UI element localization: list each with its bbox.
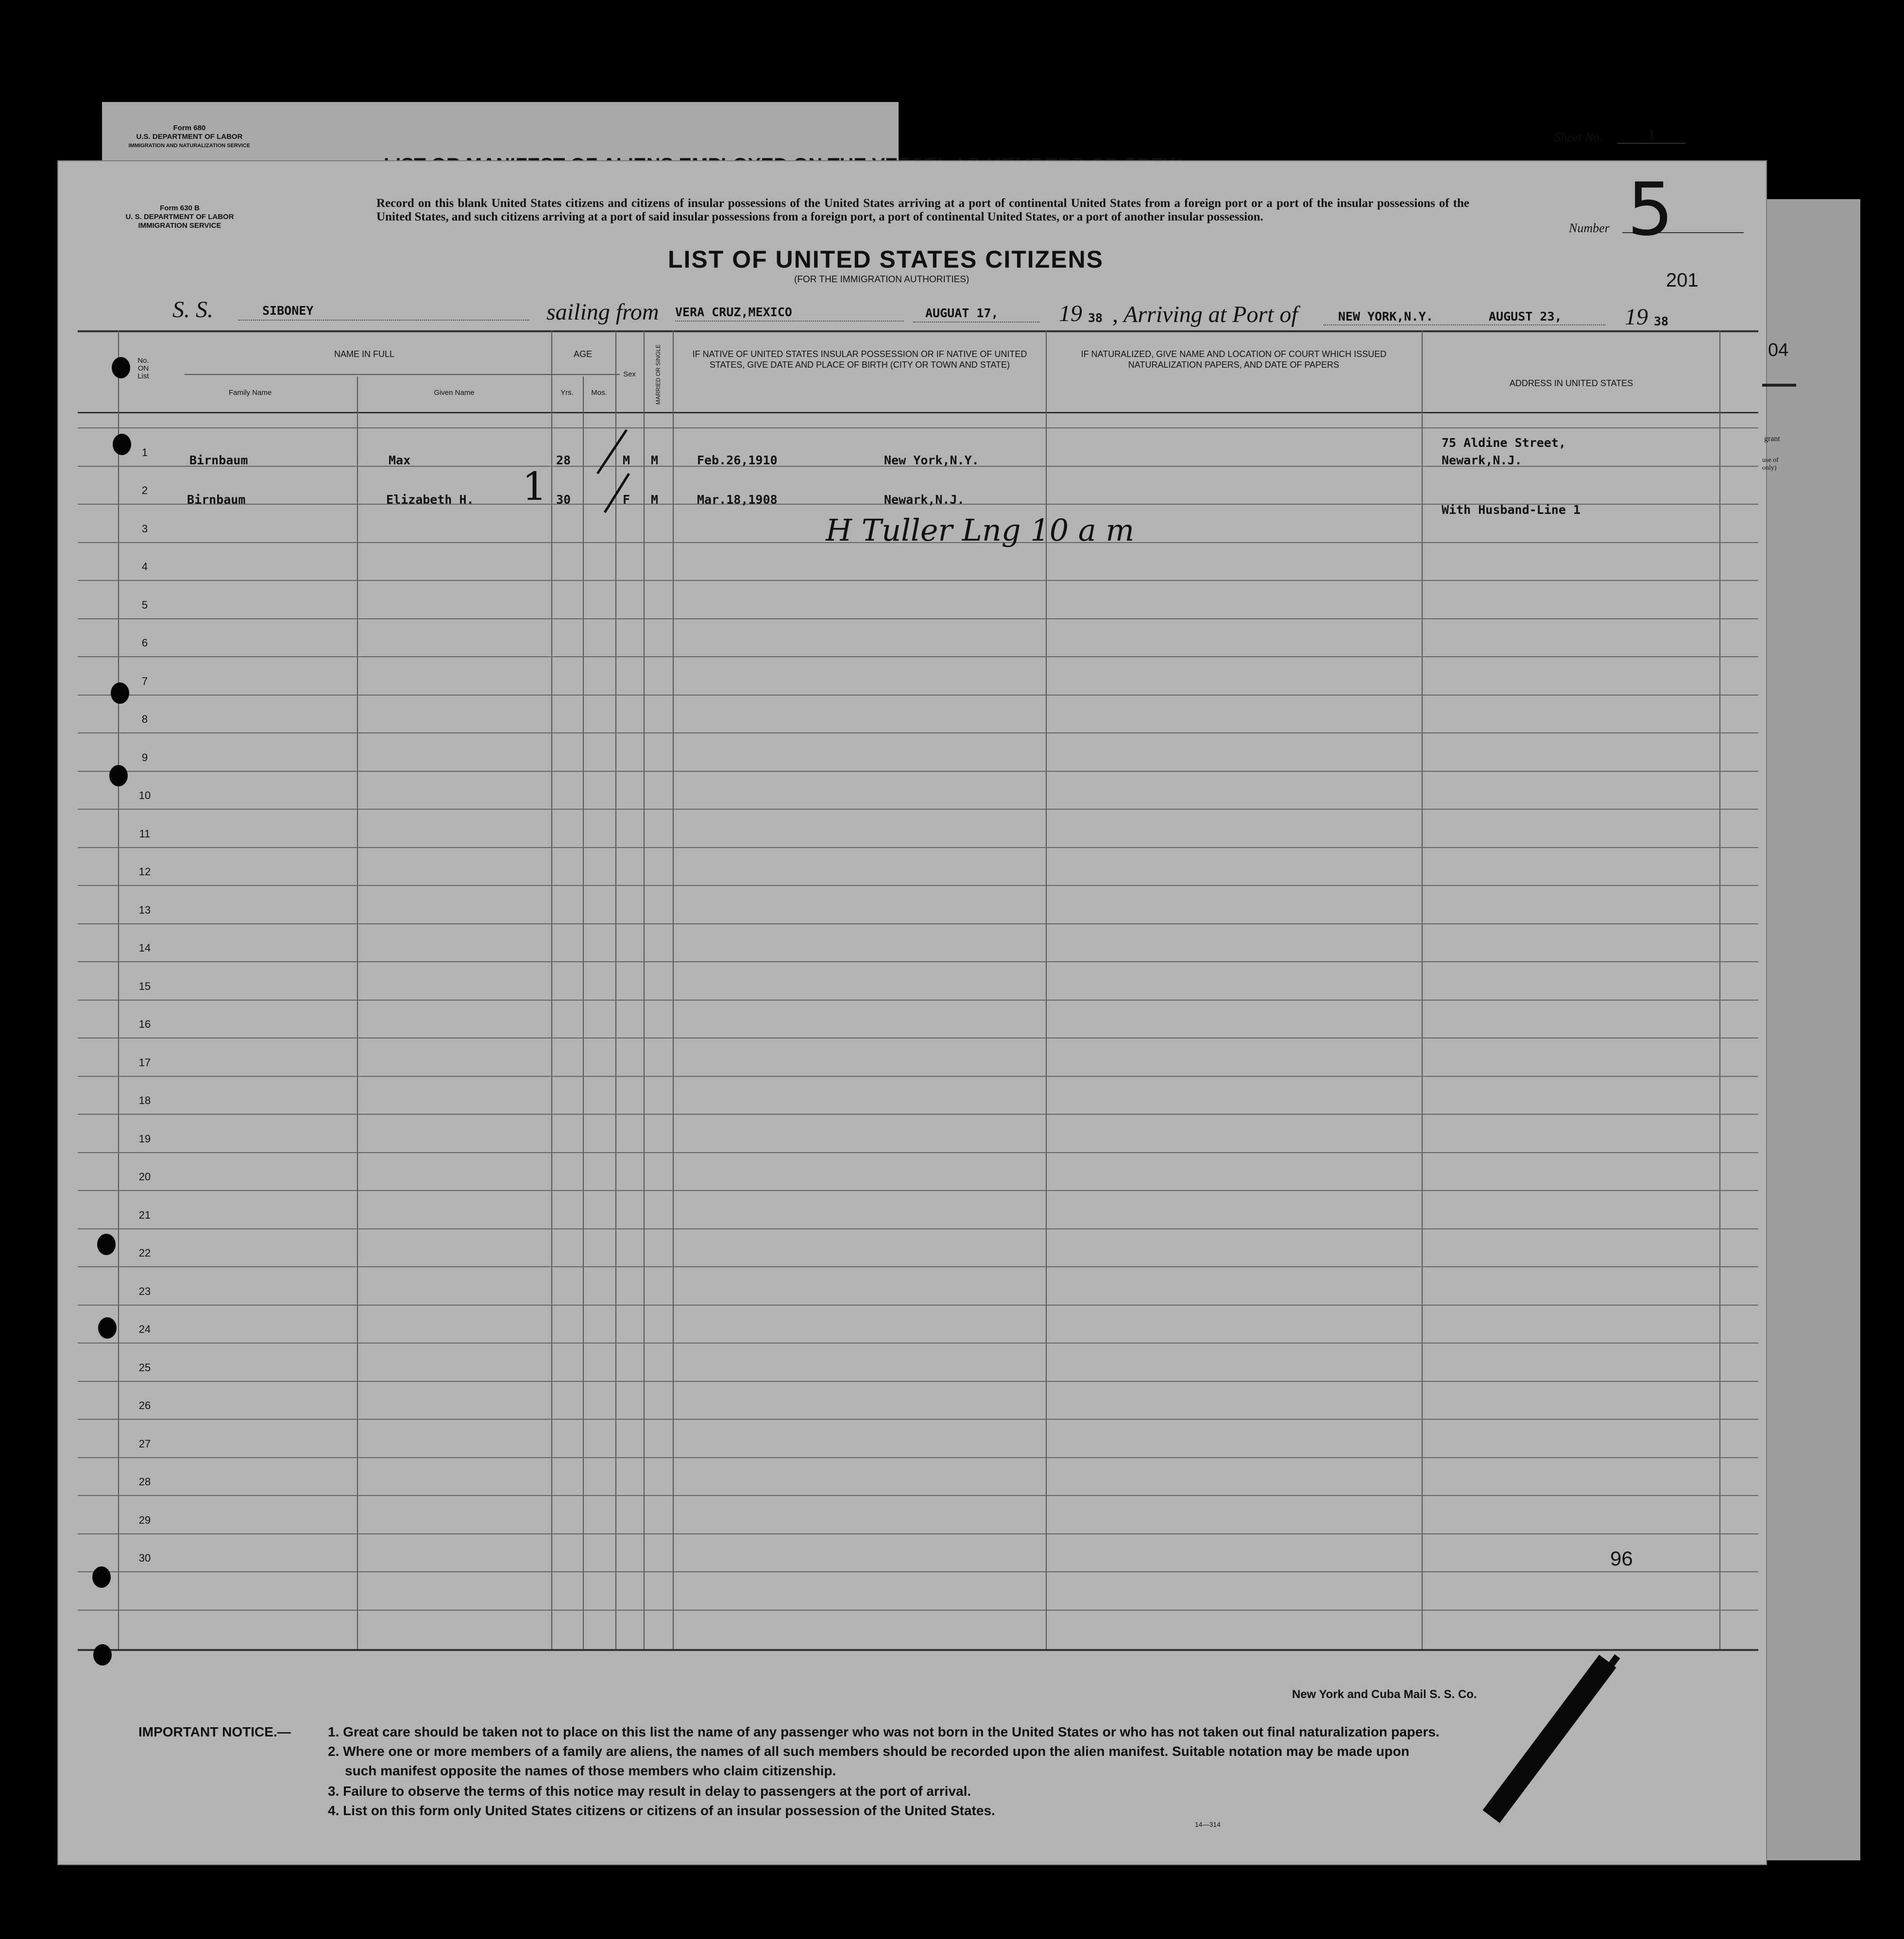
row-number: 1 bbox=[141, 446, 148, 459]
row1-age-yrs: 28 bbox=[556, 453, 571, 467]
right-fragment-rule bbox=[1762, 384, 1796, 387]
row-rule bbox=[78, 885, 1758, 886]
header-sub-rule bbox=[185, 374, 620, 375]
row-rule bbox=[78, 1152, 1758, 1153]
row-rule bbox=[78, 1343, 1758, 1344]
record-instructions: Record on this blank United States citizens and citizens of insular possessions of the United States arriving at a port of continental United States from a foreign port or a port of the insular possessions of the United States, and such citizens arriving at a port of said insular possessions from a foreign port, a port of continental United States, or a port of another insular possession. bbox=[376, 197, 1469, 223]
important-notice bbox=[138, 1722, 1693, 1819]
col-native-info: IF NATIVE OF UNITED STATES INSULAR POSSESSION OR IF NATIVE OF UNITED STATES, GIVE DATE AND PLACE OF BIRTH (CITY OR TOWN AND STATE) bbox=[692, 349, 1027, 370]
row-rule bbox=[78, 1076, 1758, 1077]
row-rule bbox=[78, 961, 1758, 962]
row-rule bbox=[78, 809, 1758, 810]
row-number: 5 bbox=[141, 599, 148, 611]
sheet-no-label: Sheet No. bbox=[1554, 130, 1603, 144]
row-number: 6 bbox=[141, 637, 148, 649]
col-mos: Mos. bbox=[591, 389, 607, 397]
col-family-name: Family Name bbox=[228, 389, 272, 397]
row-number: 14 bbox=[138, 942, 151, 954]
row-rule bbox=[78, 580, 1758, 581]
row-rule bbox=[78, 1533, 1758, 1534]
row-rule bbox=[78, 1419, 1758, 1420]
row1-birth-date: Feb.26,1910 bbox=[697, 453, 778, 467]
row-number: 15 bbox=[138, 980, 151, 992]
row-number: 10 bbox=[138, 789, 151, 801]
row-rule bbox=[78, 732, 1758, 733]
row-rule bbox=[78, 1266, 1758, 1267]
row1-marital: M bbox=[651, 453, 659, 467]
row-number: 24 bbox=[138, 1323, 151, 1335]
back-form-id bbox=[126, 124, 253, 150]
col-name-in-full: NAME IN FULL bbox=[334, 349, 395, 359]
row-number: 29 bbox=[138, 1514, 151, 1526]
row-rule bbox=[78, 1000, 1758, 1001]
notice-heading: IMPORTANT NOTICE.— bbox=[138, 1724, 291, 1739]
depart-year: 38 bbox=[1088, 311, 1103, 325]
table-top-border bbox=[78, 330, 1758, 332]
from-underline bbox=[675, 321, 903, 322]
handwritten-mark: 1 bbox=[522, 464, 547, 509]
col-rule-no bbox=[118, 330, 119, 1649]
ship-name: SIBONEY bbox=[262, 304, 314, 318]
row-rule bbox=[78, 847, 1758, 848]
citizens-table bbox=[78, 330, 1758, 1651]
arrival-year: 38 bbox=[1654, 314, 1669, 328]
col-married-single: MARRIED OR SINGLE bbox=[655, 344, 662, 405]
depart-year-prefix: 19 bbox=[1059, 301, 1082, 326]
page-subtitle: (FOR THE IMMIGRATION AUTHORITIES) bbox=[794, 274, 969, 285]
row-rule bbox=[78, 1495, 1758, 1496]
col-rule-given bbox=[551, 330, 552, 1649]
col-rule-family bbox=[357, 376, 358, 1649]
stamp-number: 201 bbox=[1666, 270, 1699, 291]
form-number: Form 630 B bbox=[160, 204, 200, 212]
row-number: 18 bbox=[138, 1094, 151, 1106]
notice-item-1: 1. Great care should be taken not to place on this list the name of any passenger who was not born in the United States or who has not taken out final naturalization papers. bbox=[328, 1724, 1440, 1739]
form-id-block bbox=[117, 204, 243, 230]
number-value: 5 bbox=[1627, 168, 1674, 252]
row1-address-line1: 75 Aldine Street, bbox=[1442, 436, 1566, 450]
row2-birth-date: Mar.18,1908 bbox=[697, 493, 778, 507]
punch-hole bbox=[113, 434, 131, 455]
row-rule bbox=[78, 1228, 1758, 1229]
arrival-year-prefix: 19 bbox=[1625, 304, 1648, 330]
col-rule-yrs bbox=[583, 376, 584, 1649]
row-number: 21 bbox=[138, 1209, 151, 1221]
page-count: 96 bbox=[1610, 1547, 1633, 1570]
row-number: 12 bbox=[138, 866, 151, 878]
back-form-number: Form 680 bbox=[173, 124, 206, 132]
back-department: U.S. DEPARTMENT OF LABOR bbox=[136, 133, 243, 141]
depart-underline bbox=[913, 322, 1039, 323]
row-rule bbox=[78, 1571, 1758, 1572]
row-number: 13 bbox=[138, 904, 151, 916]
row-rule bbox=[78, 1381, 1758, 1382]
row-number: 16 bbox=[138, 1018, 151, 1030]
col-age: AGE bbox=[573, 349, 592, 359]
punch-hole bbox=[111, 682, 129, 704]
age-tick-marks bbox=[588, 420, 646, 517]
sailing-label: sailing from bbox=[546, 299, 659, 325]
row-rule bbox=[78, 695, 1758, 696]
row1-family-name: Birnbaum bbox=[189, 453, 248, 467]
row-number: 28 bbox=[138, 1476, 151, 1488]
row-number: 9 bbox=[141, 751, 148, 764]
row2-age-yrs: 30 bbox=[556, 493, 571, 507]
row-number: 22 bbox=[138, 1247, 151, 1259]
row2-marital: M bbox=[651, 493, 659, 507]
arrival-port: NEW YORK,N.Y. bbox=[1338, 309, 1433, 323]
row-rule bbox=[78, 618, 1758, 619]
row-number: 7 bbox=[141, 675, 148, 687]
page-title: LIST OF UNITED STATES CITIZENS bbox=[668, 246, 1104, 273]
col-rule-address bbox=[1719, 330, 1720, 1649]
number-label: Number bbox=[1569, 221, 1610, 235]
punch-hole bbox=[109, 765, 128, 786]
department: U. S. DEPARTMENT OF LABOR bbox=[125, 213, 234, 221]
depart-date: AUGUAT 17, bbox=[925, 306, 999, 320]
punch-hole bbox=[112, 357, 130, 378]
punch-hole bbox=[97, 1234, 116, 1255]
col-rule-naturalized bbox=[1422, 330, 1423, 1649]
row2-address-line1: With Husband-Line 1 bbox=[1442, 503, 1581, 517]
punch-hole bbox=[98, 1317, 117, 1339]
col-yrs: Yrs. bbox=[561, 389, 574, 397]
row-number: 23 bbox=[138, 1285, 151, 1297]
row-number: 26 bbox=[138, 1399, 151, 1412]
service: IMMIGRATION SERVICE bbox=[138, 221, 221, 230]
row2-sex: F bbox=[623, 493, 630, 507]
row1-given-name: Max bbox=[389, 453, 411, 467]
col-naturalized-info: IF NATURALIZED, GIVE NAME AND LOCATION OF COURT WHICH ISSUED NATURALIZATION PAPERS, AND DATE OF PAPERS bbox=[1081, 349, 1387, 370]
table-header-border bbox=[78, 412, 1758, 413]
row1-sex: M bbox=[623, 453, 630, 467]
notice-item-4: 4. List on this form only United States citizens or citizens of an insular possession of the United States. bbox=[328, 1803, 995, 1818]
table-bottom-border bbox=[78, 1649, 1758, 1651]
row2-birth-place: Newark,N.J. bbox=[884, 493, 965, 507]
arriving-label: , Arriving at Port of bbox=[1112, 302, 1298, 327]
row-number: 30 bbox=[138, 1552, 151, 1564]
arrival-underline bbox=[1324, 324, 1605, 325]
row-rule bbox=[78, 656, 1758, 657]
punch-hole bbox=[93, 1644, 112, 1666]
row-number: 3 bbox=[141, 523, 148, 535]
row-number: 19 bbox=[138, 1133, 151, 1145]
arrival-date: AUGUST 23, bbox=[1489, 309, 1562, 323]
punch-hole bbox=[92, 1566, 111, 1588]
col-rule-marital bbox=[673, 330, 674, 1649]
row-number: 27 bbox=[138, 1438, 151, 1450]
row-rule bbox=[78, 771, 1758, 772]
col-sex: Sex bbox=[623, 370, 636, 378]
company-name: New York and Cuba Mail S. S. Co. bbox=[1292, 1688, 1477, 1701]
ss-label: S. S. bbox=[172, 297, 213, 323]
row-number: 8 bbox=[141, 713, 148, 725]
row-number: 25 bbox=[138, 1361, 151, 1374]
col-given-name: Given Name bbox=[434, 389, 475, 397]
row-number: 20 bbox=[138, 1171, 151, 1183]
col-rule-sex bbox=[644, 330, 645, 1649]
from-port: VERA CRUZ,MEXICO bbox=[675, 305, 792, 319]
notice-item-3: 3. Failure to observe the terms of this notice may result in delay to passengers at the port of arrival. bbox=[328, 1784, 971, 1799]
row-rule bbox=[78, 1610, 1758, 1611]
row2-given-name: Elizabeth H. bbox=[386, 493, 474, 507]
row-number: 11 bbox=[139, 828, 151, 840]
row-rule bbox=[78, 1114, 1758, 1115]
row-rule bbox=[78, 1457, 1758, 1458]
notice-item-2-cont: such manifest opposite the names of those members who claim citizenship. bbox=[345, 1763, 836, 1778]
row1-birth-place: New York,N.Y. bbox=[884, 453, 979, 467]
right-fragment-label: grant bbox=[1764, 435, 1780, 443]
notice-item-2: 2. Where one or more members of a family are aliens, the names of all such members should be recorded upon the alien manifest. Suitable notation may be made upon bbox=[328, 1744, 1410, 1759]
row-number: 17 bbox=[138, 1056, 151, 1069]
col-no-on-list: No. ON List bbox=[137, 357, 149, 380]
col-address: ADDRESS IN UNITED STATES bbox=[1509, 378, 1633, 388]
row-number: 4 bbox=[141, 561, 148, 573]
handwritten-annotation: H Tuller Lng 10 a m bbox=[826, 512, 1135, 548]
row-rule bbox=[78, 1305, 1758, 1306]
right-fragment-number: 04 bbox=[1768, 340, 1789, 360]
sheet-no-value: 1 bbox=[1617, 127, 1685, 144]
row-number: 2 bbox=[141, 484, 148, 496]
row1-address-line2: Newark,N.J. bbox=[1442, 453, 1522, 467]
back-service: IMMIGRATION AND NATURALIZATION SERVICE bbox=[128, 143, 251, 149]
row-rule bbox=[78, 427, 1758, 428]
row2-family-name: Birnbaum bbox=[187, 493, 246, 507]
row-rule bbox=[78, 923, 1758, 924]
row-rule bbox=[78, 1190, 1758, 1191]
ship-underline bbox=[238, 320, 529, 321]
col-rule-mos bbox=[615, 330, 616, 1649]
right-fragment-note: use of only) bbox=[1762, 457, 1779, 472]
print-code: 14—314 bbox=[1195, 1820, 1221, 1828]
